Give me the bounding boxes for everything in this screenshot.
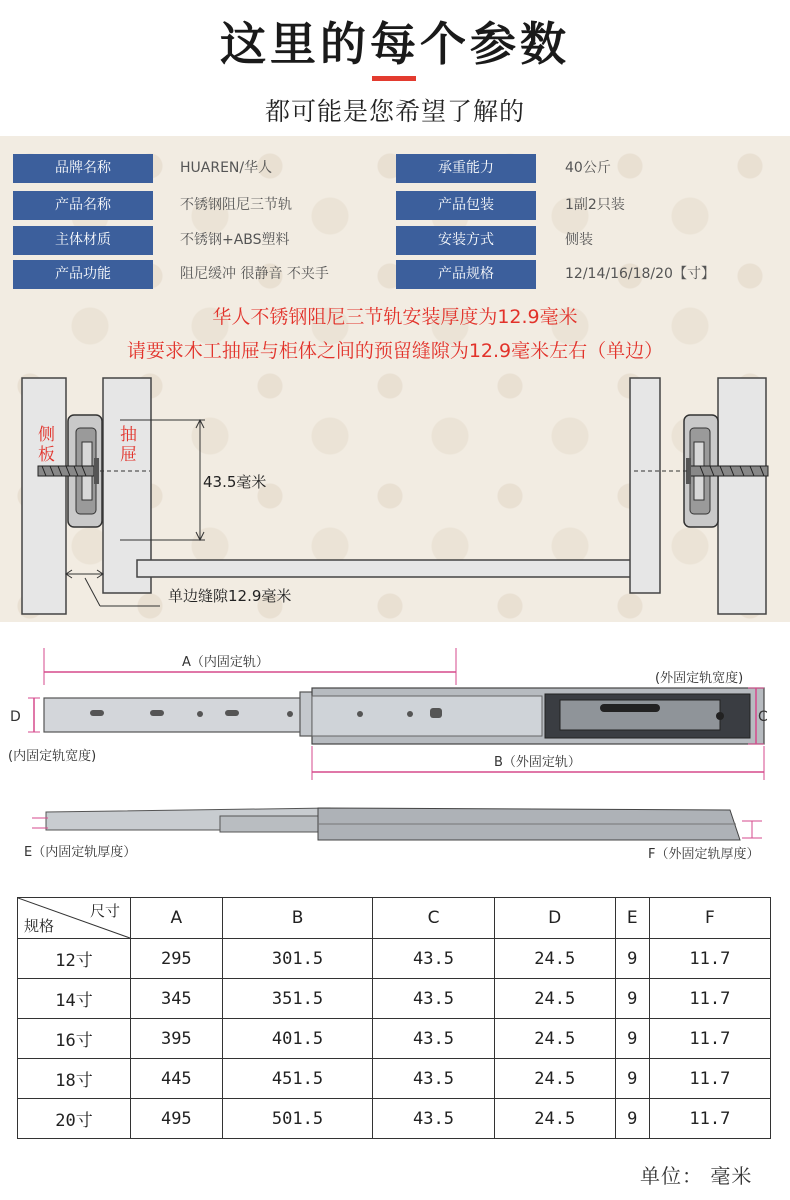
drawer-bottom [137, 560, 647, 577]
value-cell: 445 [131, 1059, 223, 1099]
value-cell: 495 [131, 1099, 223, 1139]
inner-rail [44, 698, 344, 732]
value-cell: 345 [131, 979, 223, 1019]
height-dimension-label: 43.5毫米 [203, 473, 267, 491]
dimension-d-desc: (内固定轨宽度) [8, 749, 97, 764]
value-cell: 24.5 [494, 1099, 615, 1139]
install-diagram [0, 370, 790, 622]
table-header-row [18, 898, 771, 939]
dimension-a-label: A（内固定轨） [182, 655, 269, 670]
param-label: 产品名称 [13, 191, 153, 220]
value-cell: 295 [131, 939, 223, 979]
size-cell: 16寸 [18, 1019, 131, 1059]
dimension-d-letter: D [10, 709, 21, 725]
dimension-c-letter: C [758, 709, 768, 725]
dimension-c-desc: (外固定轨宽度) [655, 671, 744, 686]
value-cell: 395 [131, 1019, 223, 1059]
table-row [18, 979, 771, 1019]
param-label: 主体材质 [13, 226, 153, 255]
size-cell: 20寸 [18, 1099, 131, 1139]
value-cell: 9 [615, 1099, 649, 1139]
param-value: 侧装 [565, 232, 593, 248]
value-cell: 24.5 [494, 939, 615, 979]
corner-top-label: 尺寸 [89, 902, 120, 920]
param-value: 40公斤 [565, 160, 611, 176]
param-value: HUAREN/华人 [180, 160, 273, 176]
size-cell: 18寸 [18, 1059, 131, 1099]
param-value: 12/14/16/18/20【寸】 [565, 266, 715, 282]
value-cell: 24.5 [494, 979, 615, 1019]
column-header: B [222, 898, 373, 939]
value-cell: 43.5 [373, 1059, 494, 1099]
value-cell: 43.5 [373, 939, 494, 979]
column-header: D [494, 898, 615, 939]
table-row [18, 939, 771, 979]
value-cell: 24.5 [494, 1019, 615, 1059]
left-side-panel [22, 378, 66, 614]
value-cell: 43.5 [373, 1019, 494, 1059]
value-cell: 43.5 [373, 1099, 494, 1139]
size-cell: 12寸 [18, 939, 131, 979]
dimension-b-label: B（外固定轨） [494, 755, 581, 770]
column-header: F [649, 898, 770, 939]
value-cell: 11.7 [649, 1059, 770, 1099]
column-header: A [131, 898, 223, 939]
value-cell: 9 [615, 1059, 649, 1099]
value-cell: 24.5 [494, 1059, 615, 1099]
page-subtitle: 都可能是您希望了解的 [264, 97, 525, 126]
notice-line-2: 请要求木工抽屉与柜体之间的预留缝隙为12.9毫米左右（单边） [126, 340, 664, 362]
param-label: 安装方式 [396, 226, 536, 255]
value-cell: 11.7 [649, 1019, 770, 1059]
right-drawer-wall [630, 378, 660, 593]
param-label: 品牌名称 [13, 154, 153, 183]
right-side-panel [718, 378, 766, 614]
dimension-f-label: F（外固定轨厚度） [648, 847, 760, 862]
dimension-e-label: E（内固定轨厚度） [24, 845, 137, 860]
spec-table [17, 897, 771, 1139]
value-cell: 9 [615, 939, 649, 979]
table-row [18, 1099, 771, 1139]
param-label: 产品功能 [13, 260, 153, 289]
value-cell: 9 [615, 979, 649, 1019]
size-cell: 14寸 [18, 979, 131, 1019]
value-cell: 351.5 [222, 979, 373, 1019]
param-value: 不锈钢+ABS塑料 [180, 232, 290, 248]
corner-bottom-label: 规格 [24, 917, 55, 935]
param-value: 阻尼缓冲 很静音 不夹手 [180, 266, 329, 282]
value-cell: 9 [615, 1019, 649, 1059]
notice-line-1: 华人不锈钢阻尼三节轨安装厚度为12.9毫米 [212, 306, 578, 328]
param-value: 不锈钢阻尼三节轨 [180, 197, 292, 213]
value-cell: 301.5 [222, 939, 373, 979]
param-label: 产品规格 [396, 260, 536, 289]
value-cell: 501.5 [222, 1099, 373, 1139]
column-header: C [373, 898, 494, 939]
value-cell: 11.7 [649, 1099, 770, 1139]
side-panel-label: 侧板 [38, 425, 55, 465]
value-cell: 401.5 [222, 1019, 373, 1059]
value-cell: 43.5 [373, 979, 494, 1019]
value-cell: 451.5 [222, 1059, 373, 1099]
drawer-label: 抽屉 [120, 425, 137, 465]
column-header: E [615, 898, 649, 939]
title-divider [372, 76, 416, 81]
unit-label: 单位： 毫米 [640, 1164, 753, 1188]
table-row [18, 1019, 771, 1059]
table-row [18, 1059, 771, 1099]
param-label: 产品包装 [396, 191, 536, 220]
value-cell: 11.7 [649, 979, 770, 1019]
value-cell: 11.7 [649, 939, 770, 979]
param-value: 1副2只装 [565, 197, 625, 213]
page-title: 这里的每个参数 [220, 17, 570, 71]
gap-dimension-label: 单边缝隙12.9毫米 [168, 587, 292, 605]
param-label: 承重能力 [396, 154, 536, 183]
table-corner-cell [18, 898, 131, 939]
